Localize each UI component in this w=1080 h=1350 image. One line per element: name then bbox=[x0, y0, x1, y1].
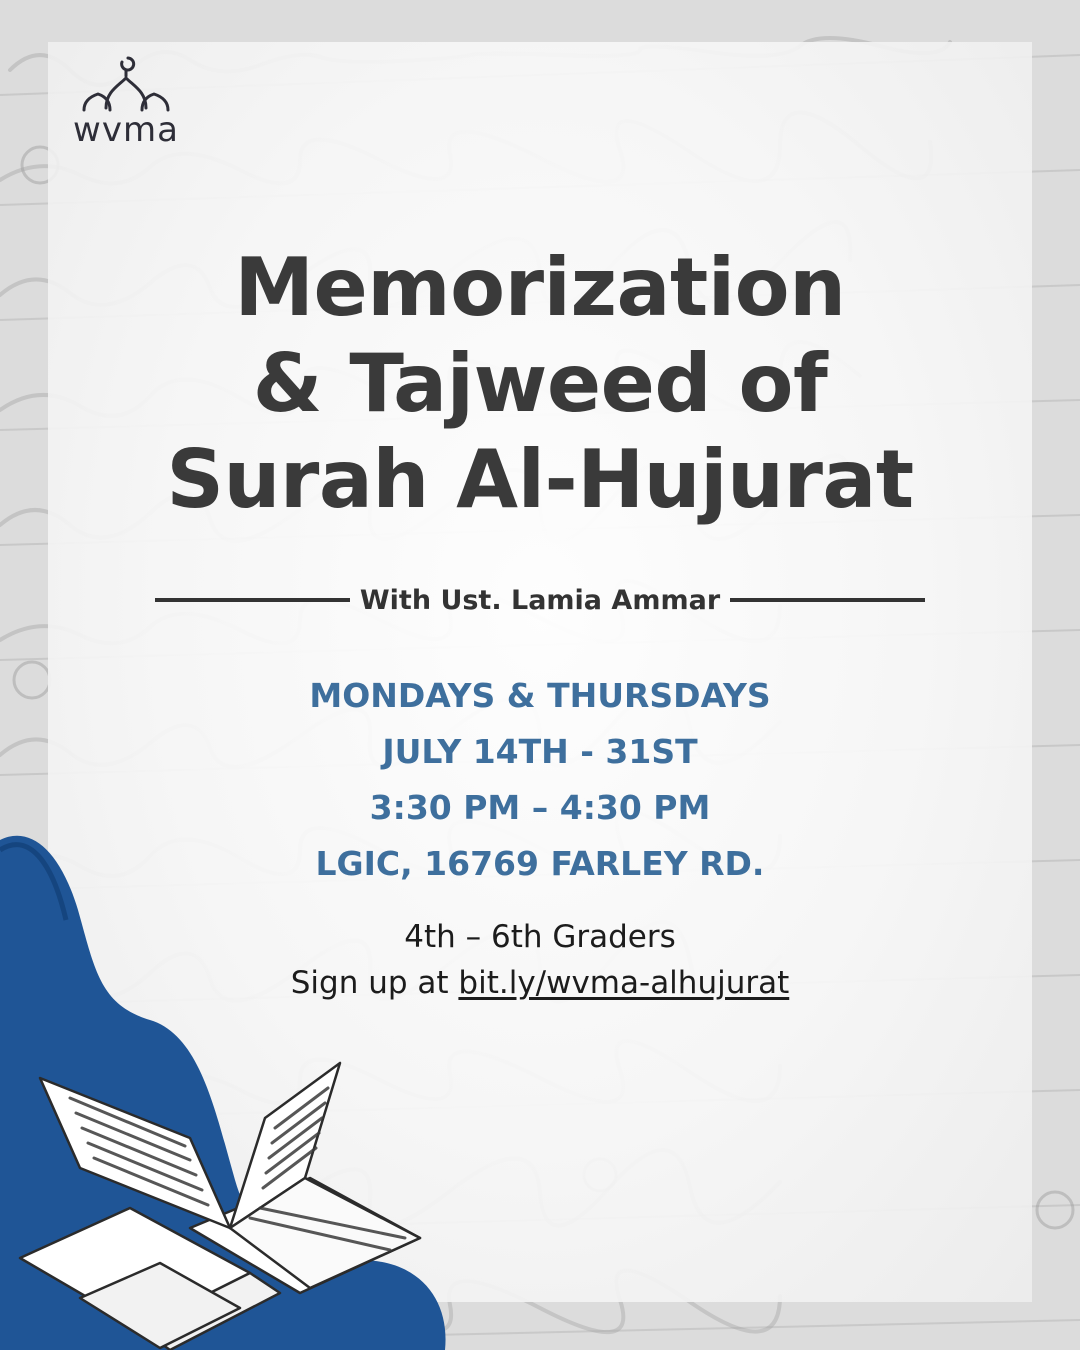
wvma-logo bbox=[64, 56, 188, 150]
divider-right bbox=[730, 598, 925, 602]
signup-prefix: Sign up at bbox=[290, 965, 459, 1001]
instructor-row bbox=[155, 578, 925, 622]
mosque-dome-icon bbox=[64, 56, 188, 116]
schedule-dates: JULY 14TH - 31ST bbox=[382, 732, 698, 771]
open-quran-on-stand-icon bbox=[10, 1058, 430, 1350]
divider-left bbox=[155, 598, 350, 602]
instructor-label: With Ust. Lamia Ammar bbox=[359, 584, 721, 616]
schedule-days: MONDAYS & THURSDAYS bbox=[309, 676, 771, 715]
event-title bbox=[60, 240, 1020, 528]
title-line-2: & Tajweed of bbox=[252, 337, 828, 430]
title-line-3: Surah Al-Hujurat bbox=[166, 433, 914, 526]
logo-text: wvma bbox=[73, 110, 179, 150]
audience-text: 4th – 6th Graders bbox=[404, 919, 676, 955]
schedule-time: 3:30 PM – 4:30 PM bbox=[369, 788, 711, 827]
title-line-1: Memorization bbox=[234, 241, 846, 334]
signup-link[interactable]: bit.ly/wvma-alhujurat bbox=[458, 965, 790, 1001]
schedule-location: LGIC, 16769 FARLEY RD. bbox=[315, 844, 765, 883]
